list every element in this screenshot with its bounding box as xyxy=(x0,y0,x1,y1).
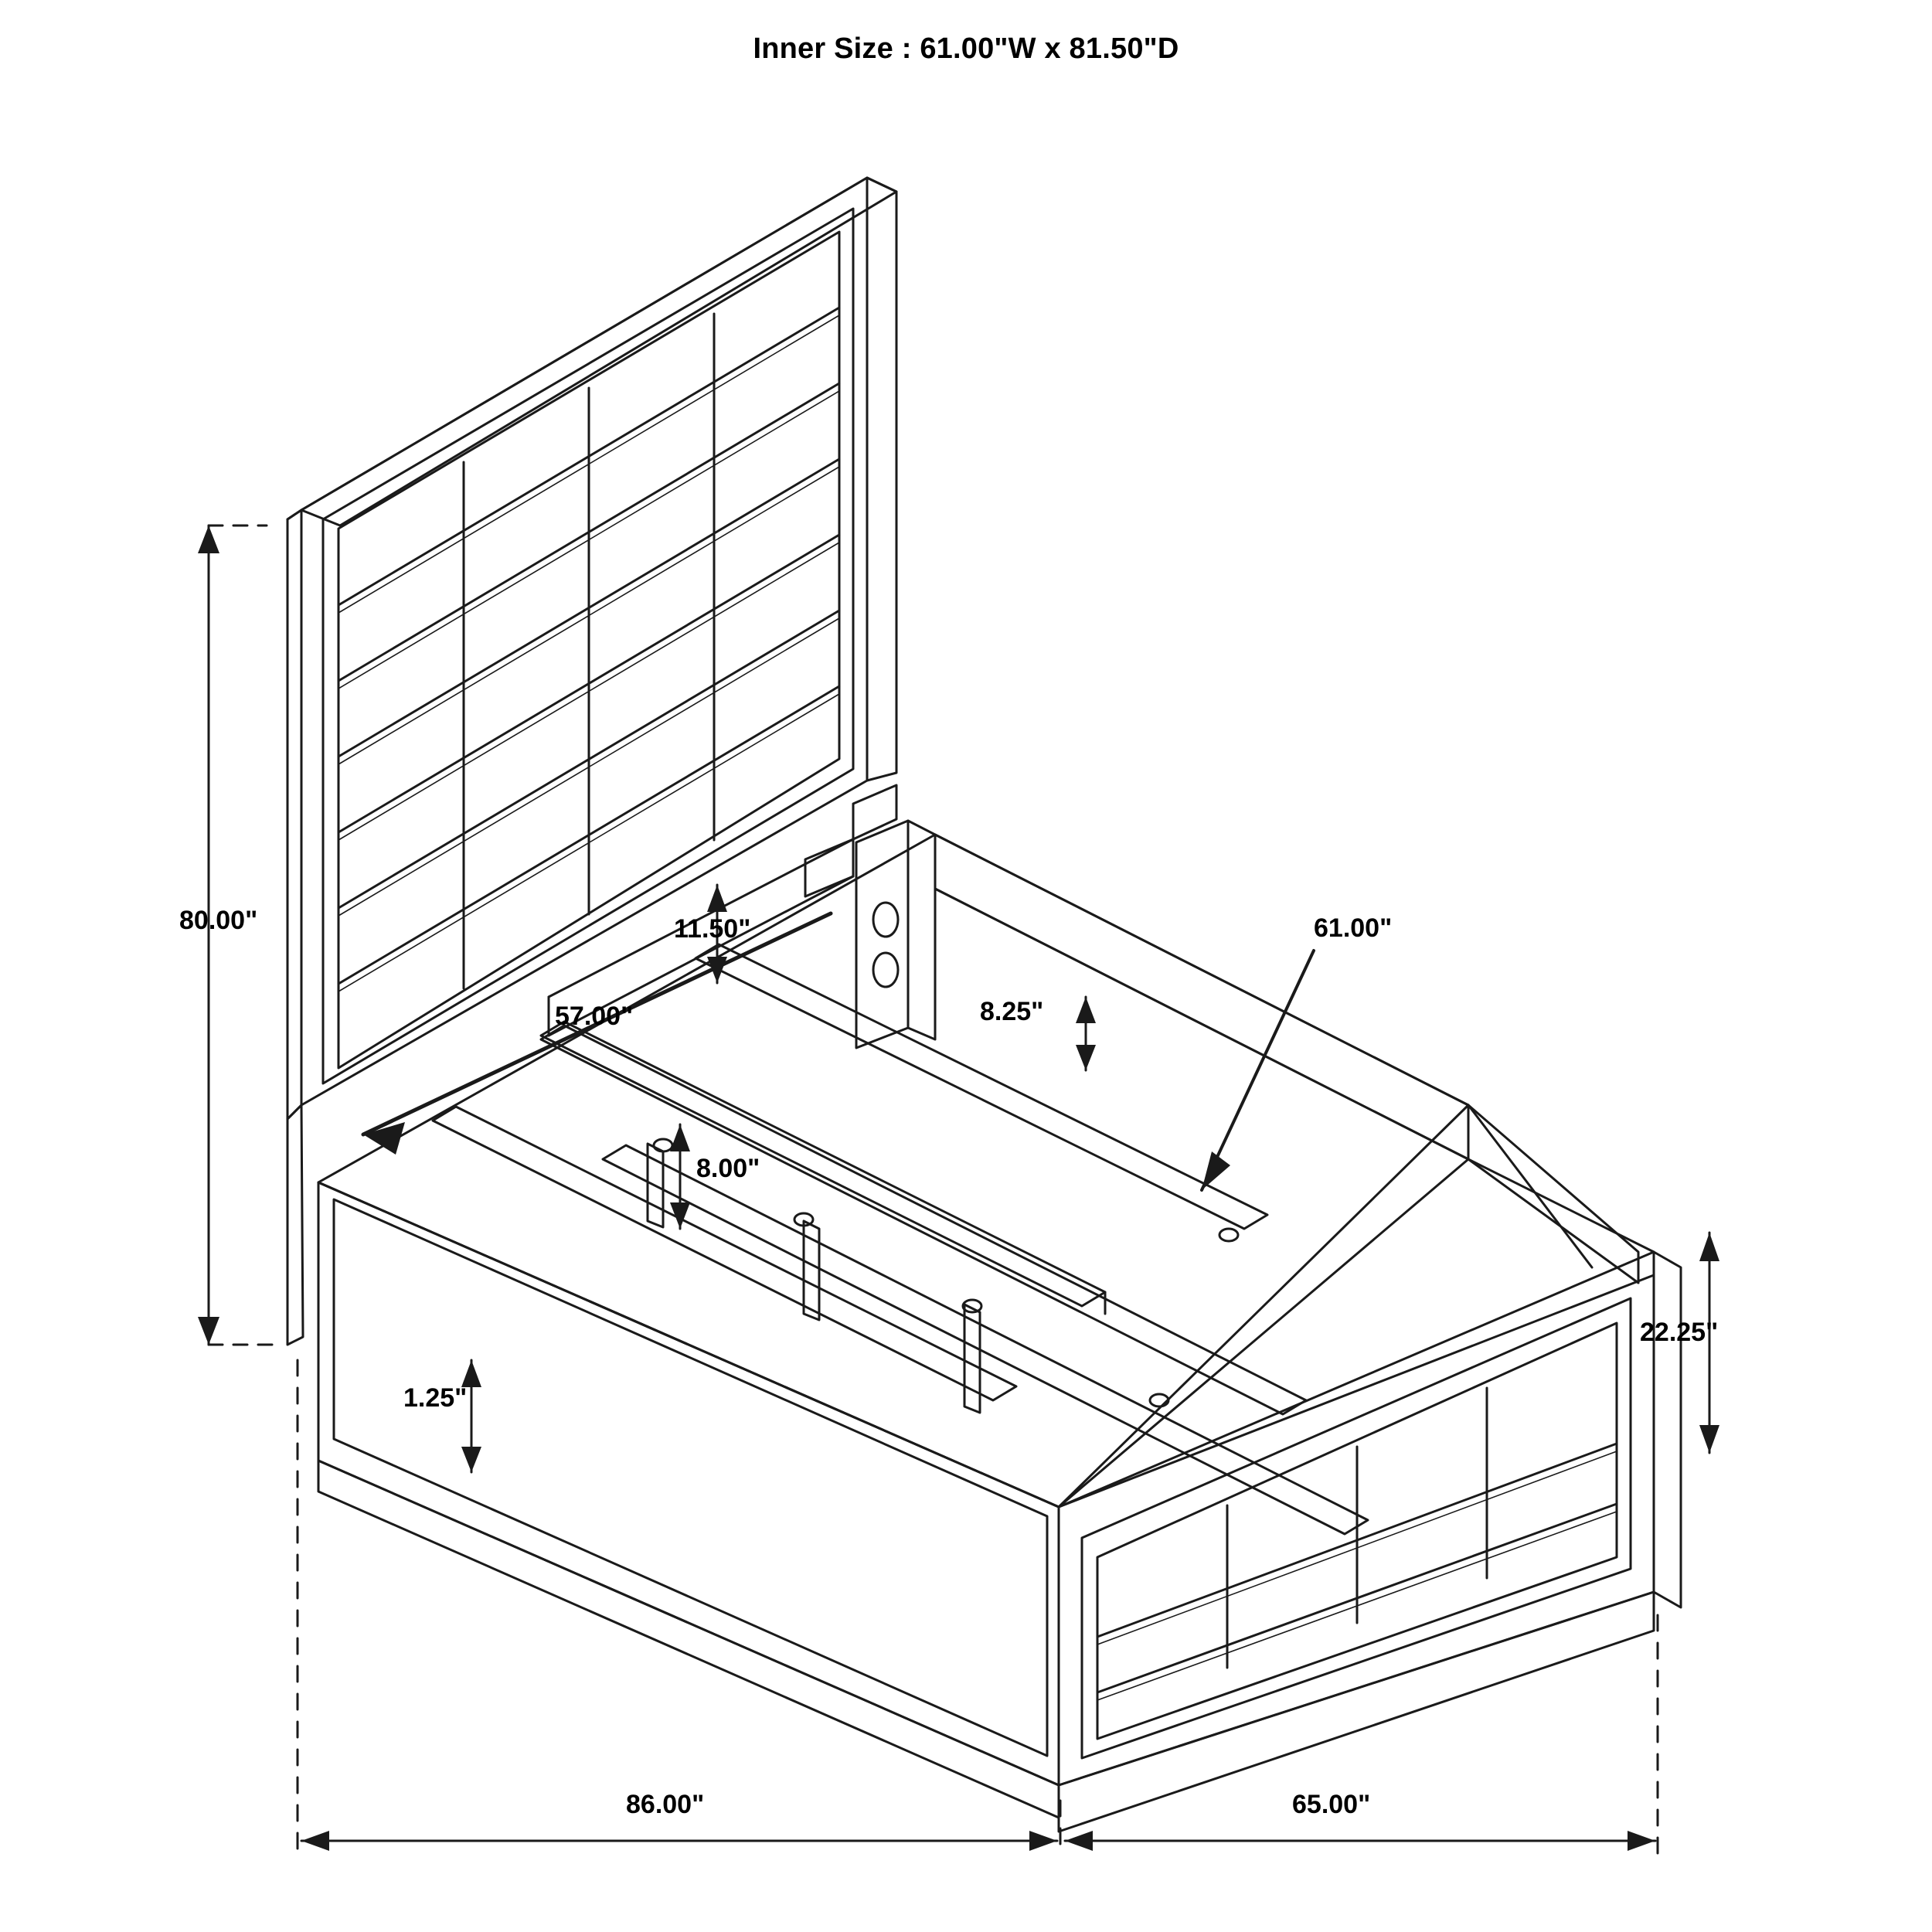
headboard-group xyxy=(287,178,896,1345)
dimension-label-panel-width: 57.00" xyxy=(555,1002,634,1031)
beam-bolt-1 xyxy=(654,1139,672,1151)
dim-86-arrow-left xyxy=(301,1831,329,1851)
bolt-hole-1 xyxy=(873,903,898,937)
left-side-rail-base-trim xyxy=(318,1461,1059,1818)
right-side-rail-group xyxy=(856,821,935,1048)
dim-86-arrow-right xyxy=(1029,1831,1057,1851)
headboard-left-post-bottom xyxy=(287,1105,301,1119)
dimension-lines xyxy=(198,526,1719,1855)
right-rail-extension xyxy=(1468,1105,1592,1267)
slat-3 xyxy=(696,944,1267,1229)
dim-2225-arrow-bottom xyxy=(1699,1425,1719,1453)
left-side-rail-inset xyxy=(334,1199,1047,1756)
dim-125-arrow-bottom xyxy=(461,1447,481,1472)
footboard-right-post xyxy=(1654,1252,1681,1607)
slat-2 xyxy=(433,1107,1016,1400)
dim-2225-arrow-top xyxy=(1699,1233,1719,1261)
dim-61-leader xyxy=(1202,951,1314,1190)
page-title: Inner Size : 61.00"W x 81.50"D xyxy=(753,32,1179,65)
dimension-label-overall-width: 65.00" xyxy=(1292,1790,1371,1819)
beam-bolt-4 xyxy=(1150,1394,1168,1406)
dim-57-arrow xyxy=(363,1122,405,1155)
dimension-label-headboard-height: 80.00" xyxy=(179,906,258,935)
dimension-label-slat-height: 8.00" xyxy=(696,1154,760,1183)
dim-1150-arrow-top xyxy=(707,885,727,912)
headboard-left-post xyxy=(287,510,301,1119)
dim-800-arrow-top xyxy=(670,1124,690,1151)
headboard-top-cap xyxy=(301,178,896,526)
dimension-label-trim-height: 1.25" xyxy=(403,1383,468,1413)
headboard-left-post-top xyxy=(287,510,301,519)
headboard-left-leg xyxy=(287,1105,303,1345)
beam-bolt-5 xyxy=(1219,1229,1238,1241)
dim-80-arrow-bottom xyxy=(198,1317,219,1345)
center-support-beam xyxy=(541,1026,1306,1414)
far-rail-segment xyxy=(1468,1105,1638,1283)
dim-65-arrow-left xyxy=(1065,1831,1093,1851)
dimension-label-inner-width: 61.00" xyxy=(1314,913,1393,943)
headboard-right-edge xyxy=(867,178,896,781)
dim-80-arrow-top xyxy=(198,526,219,553)
rail-bracket-right-side xyxy=(908,821,935,1039)
left-side-rail-face xyxy=(318,1182,1059,1785)
bolt-hole-2 xyxy=(873,953,898,987)
head-rail-cap xyxy=(853,785,896,839)
headboard-face xyxy=(301,178,867,1105)
dim-61-arrow xyxy=(1202,1151,1230,1190)
slat-1 xyxy=(541,1022,1105,1306)
dimension-label-panel-offset: 11.50" xyxy=(674,914,751,944)
dimension-label-rail-height: 8.25" xyxy=(980,997,1044,1026)
dim-825-arrow-bottom xyxy=(1076,1045,1096,1070)
dim-65-arrow-right xyxy=(1628,1831,1655,1851)
dimension-label-footboard-height: 22.25" xyxy=(1640,1318,1719,1347)
dimension-label-overall-length: 86.00" xyxy=(626,1790,705,1819)
dim-825-arrow-top xyxy=(1076,997,1096,1023)
